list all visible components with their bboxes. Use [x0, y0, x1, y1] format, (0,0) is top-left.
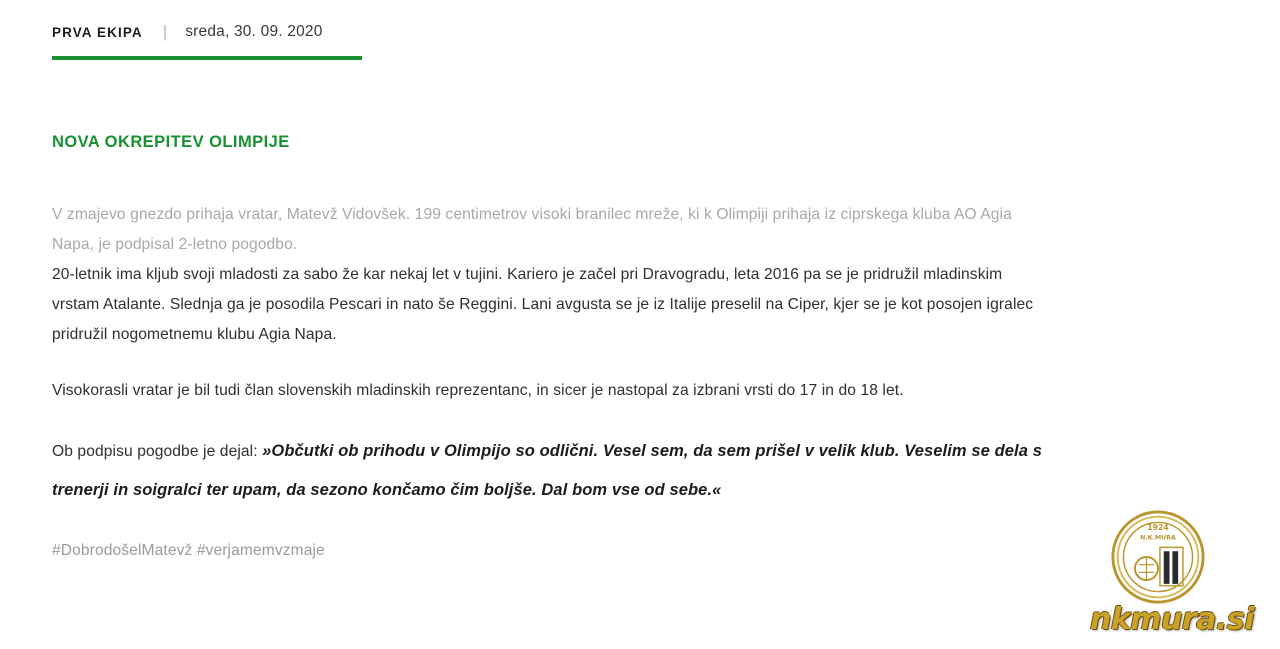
- article-paragraph-1: 20-letnik ima kljub svoji mladosti za sabo že kar nekaj let v tujini. Kariero je začel pri Dravogradu, leta 2016 pa se je pridružil mladinskim vrstam Atalante. Slednja ga je posodila Pescari in nato še Reggini. Lani avgusta se je iz Italije preselil na Ciper, kjer se je kot posojen igralec pridružil nogometnemu klubu Agia Napa.: [52, 266, 1034, 343]
- article-quote: »Občutki ob prihodu v Olimpijo so odlični. Vesel sem, da sem prišel v velik klub. Veselim se dela s trenerji in soigralci ter upam, da sezono končamo čim boljše. Dal bom vse od sebe.«: [52, 442, 1042, 499]
- article-quote-block: [52, 432, 1054, 510]
- article-date: sreda, 30. 09. 2020: [185, 23, 323, 40]
- page-title: NOVA OKREPITEV OLIMPIJE: [52, 133, 290, 152]
- article-body: [52, 200, 1054, 566]
- article-paragraph-2: Visokorasli vratar je bil tudi član slovenskih mladinskih reprezentanc, in sicer je nastopal za izbrani vrsti do 17 in do 18 let.: [52, 382, 904, 399]
- article-hashtags: #DobrodošelMatevž #verjamemvzmaje: [52, 542, 325, 559]
- accent-underline: [52, 56, 362, 60]
- quote-intro: Ob podpisu pogodbe je dejal:: [52, 443, 263, 460]
- brand-wordmark: nkmura.si: [1089, 602, 1254, 637]
- svg-text:1924: 1924: [1147, 523, 1169, 533]
- club-crest-icon: [1110, 509, 1206, 605]
- article-category[interactable]: PRVA EKIPA: [52, 24, 143, 40]
- meta-separator: |: [162, 22, 168, 41]
- svg-text:N.K.MURA: N.K.MURA: [1140, 534, 1176, 542]
- article-lead: V zmajevo gnezdo prihaja vratar, Matevž Vidovšek. 199 centimetrov visoki branilec mreže, ki k Olimpiji prihaja iz ciprskega kluba AO Agia Napa, je podpisal 2-letno pogodbo.: [52, 206, 1012, 253]
- site-watermark: [1052, 523, 1262, 643]
- article-meta: [52, 22, 323, 42]
